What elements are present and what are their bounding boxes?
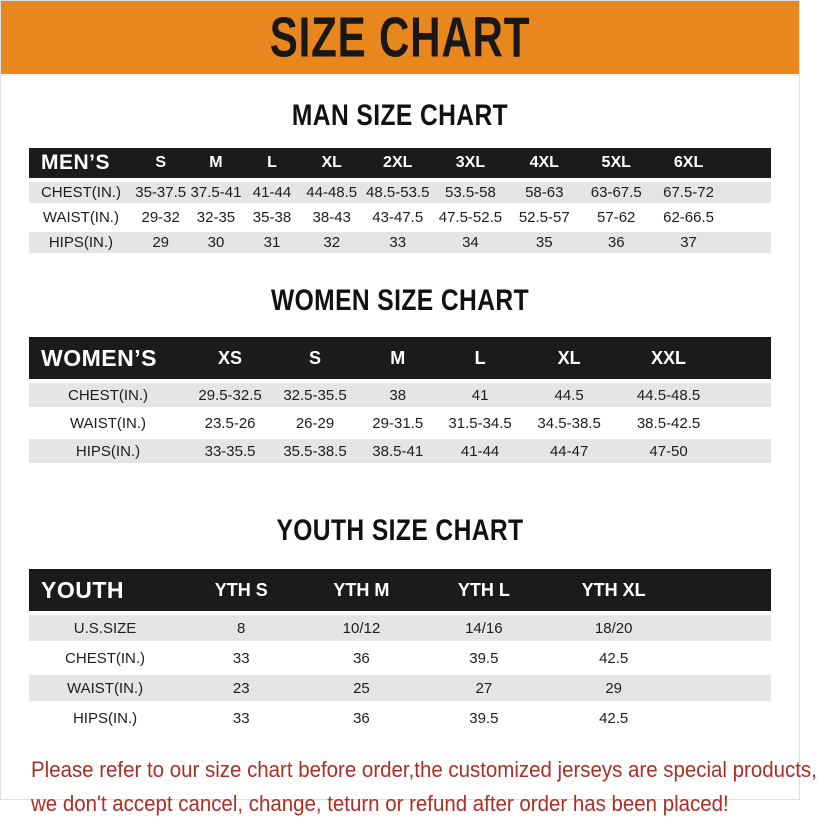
column-header: YTH L (422, 569, 547, 611)
column-header: YTH M (301, 569, 421, 611)
table-title: YOUTH (29, 569, 181, 611)
header-spacer (720, 337, 771, 379)
column-header: XS (187, 337, 273, 379)
table-cell: 35 (508, 232, 580, 253)
table-cell: 29 (133, 232, 189, 253)
table-cell: 42.5 (546, 705, 681, 731)
table-row (29, 232, 771, 253)
header-row (29, 148, 771, 178)
disclaimer-line-2: we don't accept cancel, change, teturn or refund after order has been placed! (31, 791, 729, 816)
table-cell: 30 (189, 232, 244, 253)
table-cell: 32.5-35.5 (273, 383, 357, 407)
table-cell: 35-37.5 (133, 182, 189, 203)
table-cell: 41-44 (243, 182, 300, 203)
table-cell: 44.5-48.5 (617, 383, 721, 407)
table-cell: 57-62 (580, 207, 652, 228)
column-header: 4XL (508, 148, 580, 178)
column-header: 5XL (580, 148, 652, 178)
youth-section-title: YOUTH SIZE CHART (276, 514, 524, 547)
table-cell: 33 (363, 232, 433, 253)
table-cell: 33 (181, 705, 301, 731)
women-section-title: WOMEN SIZE CHART (270, 284, 530, 317)
table-cell: 33 (181, 645, 301, 671)
table-cell: 38 (357, 383, 439, 407)
table-cell: 39.5 (422, 705, 547, 731)
column-header: S (133, 148, 189, 178)
header-spacer (681, 569, 771, 611)
table-row (29, 439, 771, 463)
table-row (29, 705, 771, 731)
column-header: YTH XL (546, 569, 681, 611)
cell-spacer (681, 615, 771, 641)
cell-spacer (681, 645, 771, 671)
table-cell: 43-47.5 (363, 207, 433, 228)
row-label: CHEST(IN.) (29, 383, 187, 407)
table-row (29, 615, 771, 641)
table-cell: 42.5 (546, 645, 681, 671)
cell-spacer (720, 383, 771, 407)
table-cell: 26-29 (273, 411, 357, 435)
title-banner (1, 1, 799, 76)
cell-spacer (720, 411, 771, 435)
man-section-title: MAN SIZE CHART (291, 99, 509, 132)
header-row (29, 337, 771, 379)
column-header: XXL (617, 337, 721, 379)
table-row (29, 383, 771, 407)
women-size-table (29, 333, 771, 467)
table-cell: 36 (580, 232, 652, 253)
table-cell: 53.5-58 (433, 182, 509, 203)
table-cell: 36 (301, 705, 421, 731)
table-cell: 48.5-53.5 (363, 182, 433, 203)
cell-spacer (681, 675, 771, 701)
table-cell: 62-66.5 (652, 207, 725, 228)
table-title: WOMEN’S (29, 337, 187, 379)
row-label: CHEST(IN.) (29, 645, 181, 671)
table-cell: 29-31.5 (357, 411, 439, 435)
table-cell: 37 (652, 232, 725, 253)
row-label: HIPS(IN.) (29, 439, 187, 463)
header-spacer (725, 148, 771, 178)
page-title: SIZE CHART (269, 6, 531, 69)
table-cell: 14/16 (422, 615, 547, 641)
table-cell: 52.5-57 (508, 207, 580, 228)
table-cell: 29-32 (133, 207, 189, 228)
cell-spacer (725, 232, 771, 253)
table-title: MEN’S (29, 148, 133, 178)
row-label: WAIST(IN.) (29, 675, 181, 701)
table-cell: 8 (181, 615, 301, 641)
table-cell: 35.5-38.5 (273, 439, 357, 463)
row-label: HIPS(IN.) (29, 232, 133, 253)
column-header: 2XL (363, 148, 433, 178)
table-row (29, 182, 771, 203)
table-cell: 32-35 (189, 207, 244, 228)
table-cell: 38.5-41 (357, 439, 439, 463)
column-header: XL (522, 337, 617, 379)
table-cell: 38-43 (301, 207, 363, 228)
header-row (29, 569, 771, 611)
row-label: HIPS(IN.) (29, 705, 181, 731)
column-header: YTH S (181, 569, 301, 611)
table-cell: 41-44 (439, 439, 522, 463)
youth-size-table (29, 565, 771, 735)
column-header: 3XL (433, 148, 509, 178)
table-row (29, 645, 771, 671)
table-cell: 38.5-42.5 (617, 411, 721, 435)
table-cell: 34.5-38.5 (522, 411, 617, 435)
table-cell: 63-67.5 (580, 182, 652, 203)
table-cell: 31.5-34.5 (439, 411, 522, 435)
table-cell: 41 (439, 383, 522, 407)
column-header: M (357, 337, 439, 379)
column-header: L (439, 337, 522, 379)
disclaimer-line-1: Please refer to our size chart before order,the customized jerseys are special products, (31, 757, 817, 782)
row-label: WAIST(IN.) (29, 411, 187, 435)
table-row (29, 207, 771, 228)
table-cell: 29.5-32.5 (187, 383, 273, 407)
table-cell: 33-35.5 (187, 439, 273, 463)
men-size-table (29, 144, 771, 257)
table-cell: 32 (301, 232, 363, 253)
table-cell: 47-50 (617, 439, 721, 463)
cell-spacer (725, 207, 771, 228)
table-cell: 44-47 (522, 439, 617, 463)
table-cell: 39.5 (422, 645, 547, 671)
table-cell: 31 (243, 232, 300, 253)
table-cell: 67.5-72 (652, 182, 725, 203)
table-cell: 25 (301, 675, 421, 701)
table-cell: 23.5-26 (187, 411, 273, 435)
table-cell: 34 (433, 232, 509, 253)
table-cell: 37.5-41 (189, 182, 244, 203)
table-cell: 23 (181, 675, 301, 701)
table-cell: 44-48.5 (301, 182, 363, 203)
column-header: S (273, 337, 357, 379)
column-header: L (243, 148, 300, 178)
table-cell: 44.5 (522, 383, 617, 407)
row-label: WAIST(IN.) (29, 207, 133, 228)
cell-spacer (725, 182, 771, 203)
column-header: XL (301, 148, 363, 178)
table-cell: 47.5-52.5 (433, 207, 509, 228)
table-row (29, 411, 771, 435)
table-cell: 18/20 (546, 615, 681, 641)
table-cell: 29 (546, 675, 681, 701)
table-cell: 27 (422, 675, 547, 701)
cell-spacer (720, 439, 771, 463)
row-label: CHEST(IN.) (29, 182, 133, 203)
table-cell: 58-63 (508, 182, 580, 203)
table-cell: 35-38 (243, 207, 300, 228)
column-header: M (189, 148, 244, 178)
row-label: U.S.SIZE (29, 615, 181, 641)
column-header: 6XL (652, 148, 725, 178)
table-cell: 10/12 (301, 615, 421, 641)
cell-spacer (681, 705, 771, 731)
table-cell: 36 (301, 645, 421, 671)
table-row (29, 675, 771, 701)
disclaimer-text (31, 753, 817, 821)
